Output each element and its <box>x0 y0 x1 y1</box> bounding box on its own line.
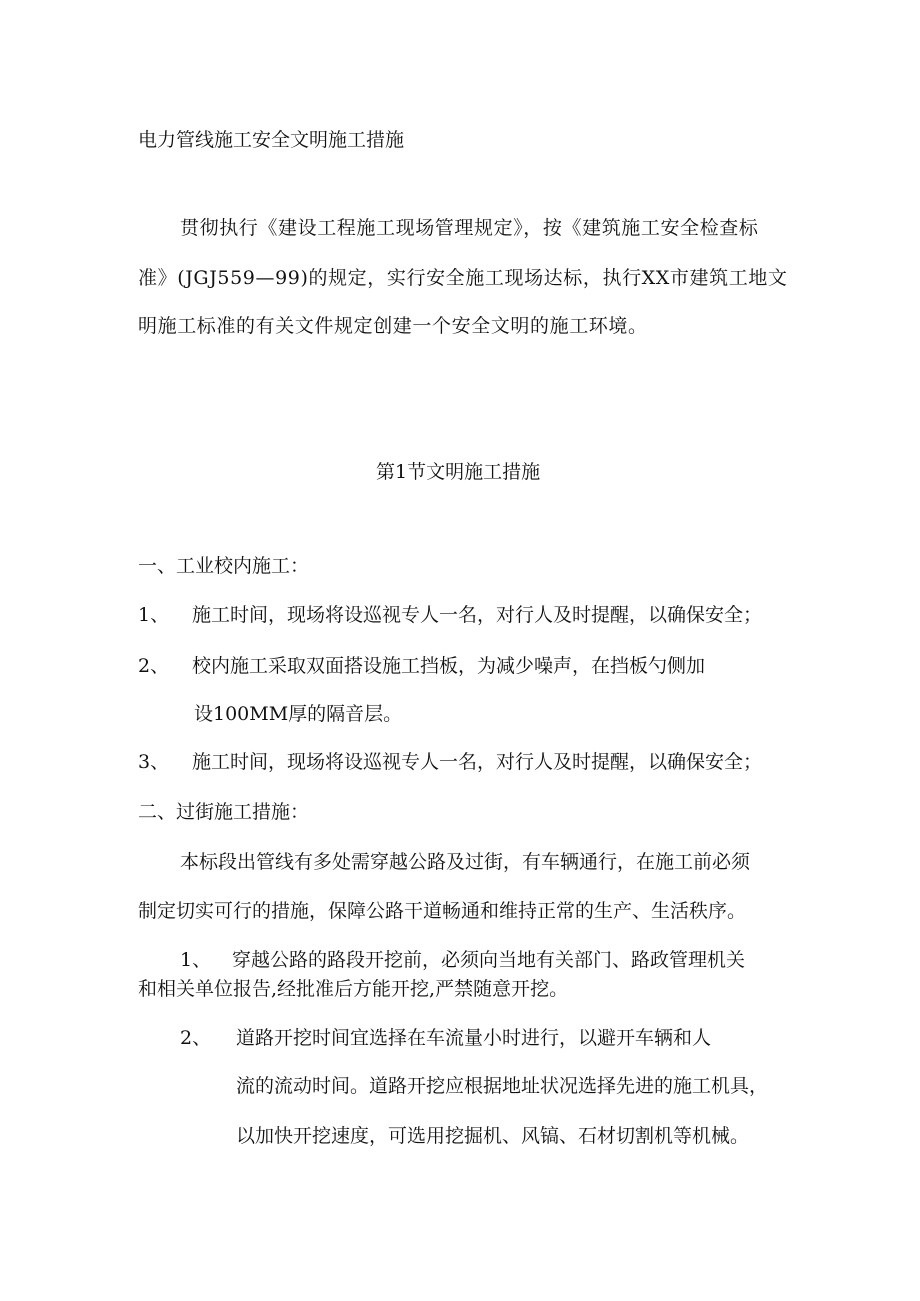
item-text: 施工时间，现场将设巡视专人一名，对行人及时提醒，以确保安全； <box>192 604 763 626</box>
part1-item-2-continuation: 设100MM厚的隔音层。 <box>194 703 403 725</box>
intro-line-3: 明施工标准的有关文件规定创建一个安全文明的施工环境。 <box>138 315 648 337</box>
item-text: 施工时间，现场将设巡视专人一名，对行人及时提醒，以确保安全； <box>192 751 763 773</box>
part2-subitem-1 <box>180 948 745 972</box>
subitem-number: 2、 <box>180 1027 212 1049</box>
part1-heading: 一、工业校内施工： <box>138 555 310 577</box>
item-number: 2、 <box>138 655 170 677</box>
part2-subitem-2-continuation-2: 以加快开挖速度，可选用挖掘机、风镐、石材切割机等机械。 <box>236 1125 750 1147</box>
part1-item-2 <box>138 654 705 678</box>
subitem-text: 穿越公路的路段开挖前，必须向当地有关部门、路政管理机关 <box>232 949 746 971</box>
part2-heading: 二、过街施工措施： <box>138 801 310 823</box>
subitem-text: 道路开挖时间宜选择在车流量小时进行，以避开车辆和人 <box>236 1027 712 1049</box>
section-title: 第1节文明施工措施 <box>376 461 541 483</box>
part2-subitem-2-continuation-1: 流的流动时间。道路开挖应根据地址状况选择先进的施工机具， <box>236 1075 769 1097</box>
part2-subitem-1-continuation: 和相关单位报告,经批准后方能开挖,严禁随意开挖。 <box>138 978 569 1000</box>
item-text: 校内施工采取双面搭设施工挡板，为减少噪声，在挡板勺侧加 <box>192 655 706 677</box>
document-title: 电力管线施工安全文明施工措施 <box>138 129 405 151</box>
part1-item-1 <box>138 603 762 627</box>
intro-line-1: 贯彻执行《建设工程施工现场管理规定》，按《建筑施工安全检查标 <box>180 217 759 239</box>
item-number: 3、 <box>138 751 170 773</box>
part2-paragraph-line-2: 制定切实可行的措施，保障公路干道畅通和维持正常的生产、生活秩序。 <box>138 900 747 922</box>
intro-line-2: 准》(JGJ559—99)的规定，实行安全施工现场达标，执行XX市建筑工地文 <box>138 267 788 289</box>
part2-subitem-2 <box>180 1026 711 1050</box>
subitem-number: 1、 <box>180 949 212 971</box>
item-number: 1、 <box>138 604 170 626</box>
part1-item-3 <box>138 750 762 774</box>
part2-paragraph-line-1: 本标段出管线有多处需穿越公路及过街，有车辆通行，在施工前必须 <box>180 851 751 873</box>
